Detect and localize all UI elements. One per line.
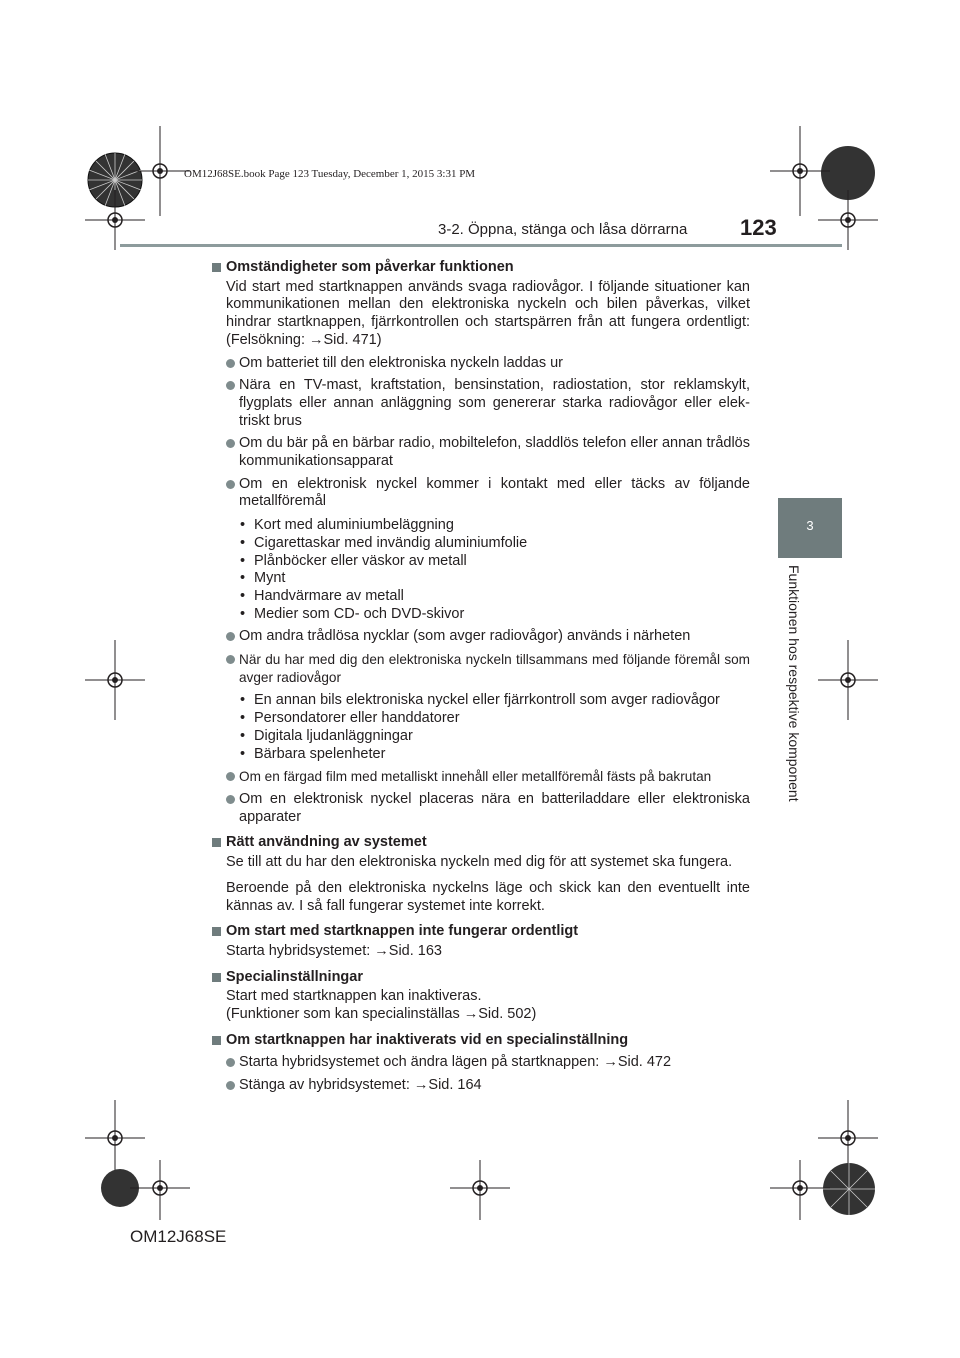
sub-list-item: • Bärbara spelenheter — [240, 746, 750, 764]
chapter-tab — [778, 498, 842, 558]
crosshair-mark-mid-right — [818, 640, 878, 720]
heading-start-button-disabled: Om startknappen har inaktiverats vid en specialinställning — [210, 1032, 750, 1050]
heading-circumstances: Omständigheter som påverkar funktionen — [210, 259, 750, 277]
heading-special-settings: Specialinställningar — [210, 969, 750, 987]
chapter-label: Funktionen hos respektive komponent — [786, 565, 802, 802]
paragraph: Starta hybridsystemet: →Sid. 163 — [226, 942, 442, 959]
chapter-number: 3 — [806, 518, 814, 533]
crosshair-mark-top-4 — [818, 190, 878, 250]
sub-list-item: • Digitala ljudanläggningar — [240, 728, 750, 746]
crosshair-mark-mid-left — [85, 640, 145, 720]
sub-list-item: • Kort med aluminiumbeläggning — [240, 517, 750, 535]
header-rule — [120, 244, 842, 247]
sub-list-item: • Mynt — [240, 570, 750, 588]
list-item: Stänga av hybridsystemet: →Sid. 164 — [210, 1077, 750, 1095]
heading-correct-use: Rätt användning av systemet — [210, 834, 750, 852]
list-item: Om batteriet till den elektroniska nyckeln laddas ur — [210, 355, 750, 373]
main-content — [210, 255, 750, 1095]
sub-list-metal-objects — [210, 517, 750, 623]
sub-list-item: • Plånböcker eller väskor av metall — [240, 553, 750, 571]
list-item: Om du bär på en bärbar radio, mobiltelefon, sladdlös telefon eller annan trådlös kommunikationsapparat — [210, 435, 750, 470]
crosshair-mark-bottom-3 — [130, 1160, 190, 1220]
list-item: Om en elektronisk nyckel placeras nära en batteriladdare eller elektroniska apparater — [210, 791, 750, 826]
section-title: 3-2. Öppna, stänga och låsa dörrarna — [438, 221, 688, 238]
chapter-label-container — [788, 565, 808, 815]
sub-list-radio-devices — [210, 692, 750, 763]
list-item: När du har med dig den elektroniska nyckeln tillsammans med följande föremål som avger radiovågor — [210, 651, 750, 686]
sub-list-item: • Handvärmare av metall — [240, 588, 750, 606]
crosshair-mark-bottom-4 — [770, 1160, 830, 1220]
book-info-line: OM12J68SE.book Page 123 Tuesday, December 1, 2015 3:31 PM — [184, 168, 476, 180]
list-item: Om en elektronisk nyckel kommer i kontakt med eller täcks av följande metallföremål — [210, 476, 750, 511]
list-item: Om andra trådlösa nycklar (som avger radiovågor) används i närheten — [210, 628, 750, 646]
crosshair-mark-bottom-center — [450, 1160, 510, 1220]
list-item: Nära en TV-mast, kraftstation, bensinstation, radiostation, stor reklamskylt, flygplats eller annan anläggning som genererar starka radiovågor eller elek-triskt brus — [210, 377, 750, 430]
sub-list-item: • Cigarettaskar med invändig aluminiumfolie — [240, 535, 750, 553]
crosshair-mark-top-2 — [85, 190, 145, 250]
page-number: 123 — [740, 215, 777, 240]
paragraph: (Funktioner som kan specialinställas →Sid. 502) — [226, 1006, 537, 1023]
sub-list-item: • En annan bils elektroniska nyckel eller fjärrkontroll som avger radiovågor — [240, 692, 750, 710]
paragraph: Se till att du har den elektroniska nyckeln med dig för att systemet ska fungera. — [226, 854, 733, 871]
footer-document-code: OM12J68SE — [130, 1227, 227, 1246]
list-item: Om en färgad film med metalliskt innehåll eller metallföremål fästs på bakrutan — [210, 768, 750, 786]
list-item: Starta hybridsystemet och ändra lägen på startknappen: →Sid. 472 — [210, 1054, 750, 1072]
sub-list-item: • Persondatorer eller handdatorer — [240, 710, 750, 728]
sub-list-item: • Medier som CD- och DVD-skivor — [240, 606, 750, 624]
paragraph: Start med startknappen kan inaktiveras. — [226, 988, 482, 1005]
paragraph: Beroende på den elektroniska nyckelns läge och skick kan den eventuellt inte kännas av. I så fall fungerar systemet inte korrekt. — [226, 879, 750, 914]
paragraph-intro: Vid start med startknappen används svaga radiovågor. I följande situationer kan kommunikationen mellan den elektroniska nyckeln och bilen påverkas, vilket hindrar startknappen, fjärrkontrollen och startspärren från att fungera ordentligt: (Felsökning: →Sid. 471) — [226, 278, 750, 348]
heading-start-not-working: Om start med startknappen inte fungerar ordentligt — [210, 923, 750, 941]
